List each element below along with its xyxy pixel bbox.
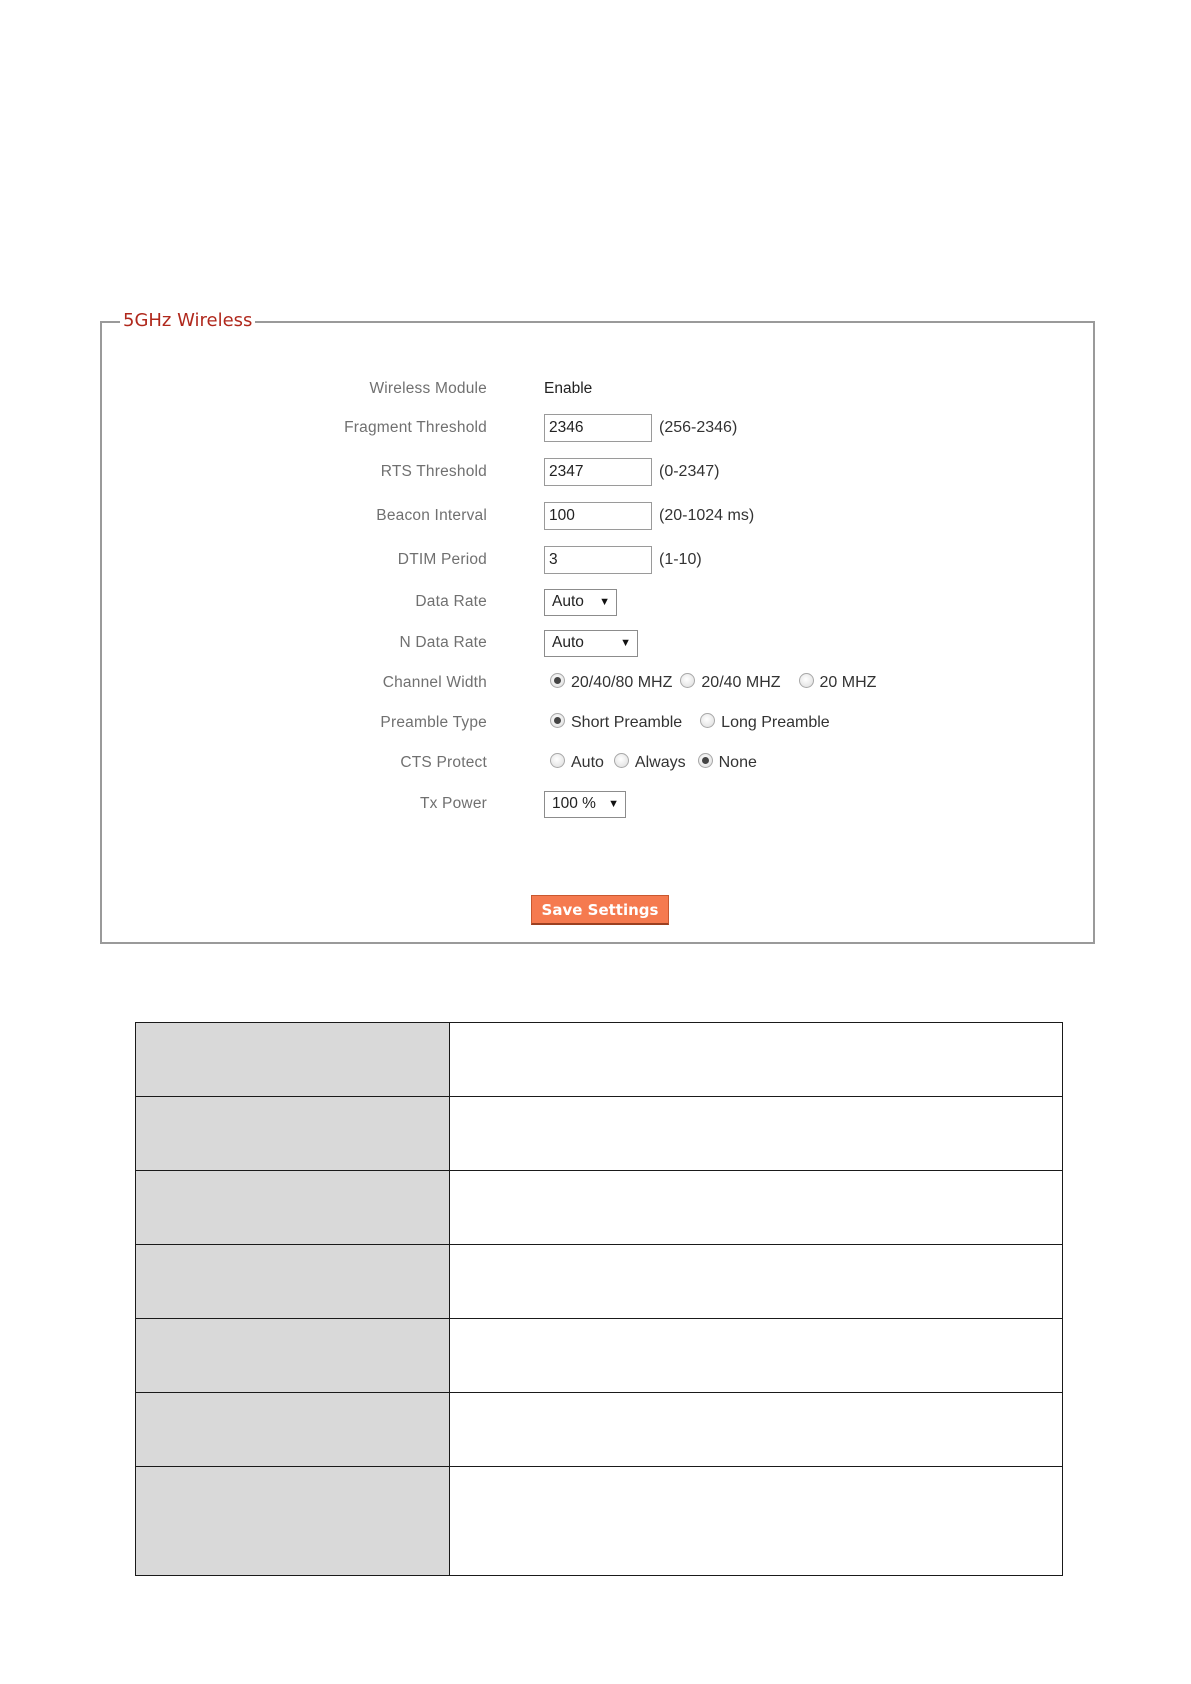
row-n-data-rate [102, 627, 1093, 659]
tx-power-select[interactable] [544, 791, 626, 818]
table-row [136, 1245, 1063, 1319]
table-value-cell [450, 1467, 1063, 1576]
rts-threshold-range: (0-2347) [659, 463, 720, 480]
table-key-cell [136, 1319, 450, 1393]
cts-protect-option-label: Always [634, 754, 686, 771]
channel-width-option-label: 20/40 MHZ [701, 674, 781, 691]
dropdown-arrow-icon: ▼ [599, 596, 610, 608]
n-data-rate-control [544, 627, 638, 659]
fragment-threshold-range: (256-2346) [659, 419, 738, 436]
beacon-interval-range: (20-1024 ms) [659, 507, 755, 524]
preamble-type-option-1[interactable] [700, 714, 830, 732]
data-rate-label: Data Rate [415, 593, 487, 610]
cts-protect-label: CTS Protect [400, 754, 487, 771]
fragment-threshold-input[interactable] [544, 414, 652, 442]
preamble-type-label: Preamble Type [380, 714, 487, 731]
row-dtim-period [102, 544, 1093, 576]
data-rate-control [544, 586, 617, 618]
row-wireless-module [102, 373, 1093, 405]
fragment-threshold-control [544, 412, 737, 444]
preamble-type-option-0[interactable] [550, 714, 682, 732]
wireless-module-value: Enable [544, 380, 593, 397]
table-value-cell [450, 1097, 1063, 1171]
wireless-module-label: Wireless Module [369, 380, 487, 397]
row-preamble-type [102, 707, 1093, 739]
table-key-cell [136, 1023, 450, 1097]
table-row [136, 1023, 1063, 1097]
table-value-cell [450, 1171, 1063, 1245]
channel-width-control [550, 667, 884, 699]
tx-power-selected: 100 % [552, 795, 596, 812]
table-row [136, 1319, 1063, 1393]
cts-protect-option-label: None [718, 754, 757, 771]
table-row [136, 1393, 1063, 1467]
description-table [135, 1022, 1063, 1576]
row-beacon-interval [102, 500, 1093, 532]
preamble-type-option-label: Short Preamble [571, 714, 683, 731]
channel-width-option-0[interactable] [550, 674, 672, 692]
dtim-period-control [544, 544, 702, 576]
data-rate-select[interactable] [544, 589, 617, 616]
table-key-cell [136, 1245, 450, 1319]
table-key-cell [136, 1097, 450, 1171]
radio-button-icon[interactable] [550, 713, 565, 728]
table-key-cell [136, 1467, 450, 1576]
wireless-module-control [544, 373, 592, 405]
preamble-type-control [550, 707, 838, 739]
table-row [136, 1097, 1063, 1171]
row-channel-width [102, 667, 1093, 699]
beacon-interval-control [544, 500, 754, 532]
radio-button-icon[interactable] [614, 753, 629, 768]
save-settings-button[interactable]: Save Settings [531, 895, 669, 925]
row-rts-threshold [102, 456, 1093, 488]
radio-button-icon[interactable] [698, 753, 713, 768]
cts-protect-option-2[interactable] [698, 754, 757, 772]
rts-threshold-label: RTS Threshold [380, 463, 487, 480]
table-key-cell [136, 1171, 450, 1245]
n-data-rate-selected: Auto [552, 634, 584, 651]
rts-threshold-input[interactable] [544, 458, 652, 486]
channel-width-label: Channel Width [382, 674, 487, 691]
wireless-5ghz-panel [100, 310, 1095, 944]
preamble-type-option-label: Long Preamble [721, 714, 830, 731]
table-value-cell [450, 1023, 1063, 1097]
cts-protect-option-label: Auto [571, 754, 604, 771]
panel-legend: 5GHz Wireless [120, 309, 255, 333]
table-key-cell [136, 1393, 450, 1467]
table-row [136, 1467, 1063, 1576]
dropdown-arrow-icon: ▼ [620, 637, 631, 649]
channel-width-option-1[interactable] [680, 674, 780, 692]
channel-width-option-2[interactable] [799, 674, 877, 692]
table-value-cell [450, 1393, 1063, 1467]
n-data-rate-select[interactable] [544, 630, 638, 657]
beacon-interval-label: Beacon Interval [376, 507, 487, 524]
n-data-rate-label: N Data Rate [399, 634, 487, 651]
table-value-cell [450, 1245, 1063, 1319]
radio-button-icon[interactable] [799, 673, 814, 688]
row-data-rate [102, 586, 1093, 618]
row-fragment-threshold [102, 412, 1093, 444]
radio-button-icon[interactable] [550, 673, 565, 688]
data-rate-selected: Auto [552, 593, 584, 610]
channel-width-option-label: 20/40/80 MHZ [571, 674, 673, 691]
dtim-period-range: (1-10) [659, 551, 702, 568]
fragment-threshold-label: Fragment Threshold [344, 419, 487, 436]
dropdown-arrow-icon: ▼ [608, 798, 619, 810]
cts-protect-option-0[interactable] [550, 754, 604, 772]
row-tx-power [102, 788, 1093, 820]
tx-power-label: Tx Power [419, 795, 487, 812]
cts-protect-control [550, 747, 765, 779]
radio-button-icon[interactable] [700, 713, 715, 728]
table-row [136, 1171, 1063, 1245]
dtim-period-label: DTIM Period [397, 551, 487, 568]
rts-threshold-control [544, 456, 719, 488]
row-cts-protect [102, 747, 1093, 779]
dtim-period-input[interactable] [544, 546, 652, 574]
beacon-interval-input[interactable] [544, 502, 652, 530]
radio-button-icon[interactable] [680, 673, 695, 688]
tx-power-control [544, 788, 626, 820]
cts-protect-option-1[interactable] [614, 754, 686, 772]
channel-width-option-label: 20 MHZ [819, 674, 877, 691]
table-value-cell [450, 1319, 1063, 1393]
radio-button-icon[interactable] [550, 753, 565, 768]
